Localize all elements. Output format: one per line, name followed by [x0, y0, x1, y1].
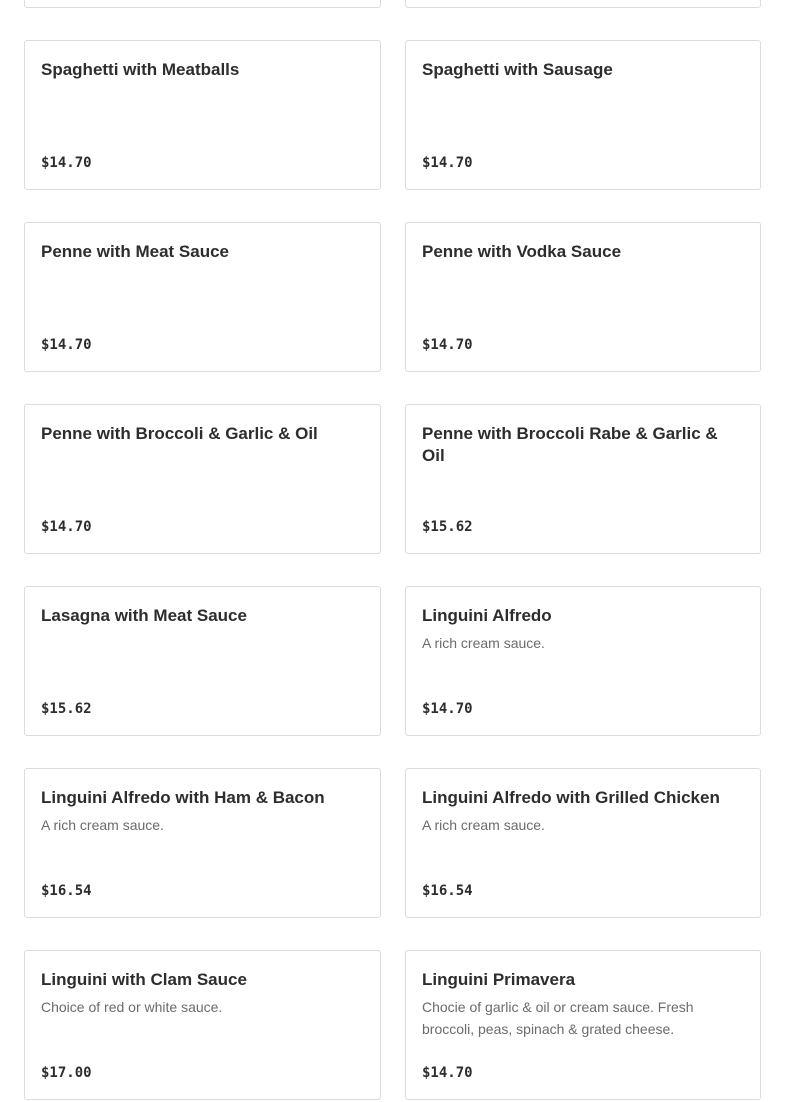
menu-item-description: A rich cream sauce.: [422, 817, 545, 833]
menu-item-card[interactable]: [405, 404, 761, 554]
menu-item-price: $14.70: [422, 1065, 473, 1081]
menu-item-card[interactable]: [24, 404, 381, 554]
menu-item-price: $16.54: [422, 883, 473, 899]
menu-item-price: $14.70: [422, 337, 473, 353]
menu-item-name: Penne with Broccoli & Garlic & Oil: [41, 424, 318, 443]
menu-item-price: $14.70: [41, 155, 92, 171]
menu-item-price: $14.70: [41, 337, 92, 353]
menu-item-card[interactable]: [405, 586, 761, 736]
menu-item-name: Penne with Broccoli Rabe & Garlic & Oil: [422, 424, 718, 465]
menu-item-name: Linguini Primavera: [422, 970, 576, 989]
menu-item-card[interactable]: [405, 768, 761, 918]
menu-item-name: Linguini Alfredo with Grilled Chicken: [422, 788, 720, 807]
menu-item-name: Linguini Alfredo: [422, 606, 552, 625]
menu-item-description: Chocie of garlic & oil or cream sauce. Fresh broccoli, peas, spinach & grated cheese.: [422, 999, 694, 1037]
menu-item-price: $15.62: [422, 519, 473, 535]
menu-item-card[interactable]: [405, 0, 761, 8]
menu-item-description: Choice of red or white sauce.: [41, 999, 223, 1015]
menu-item-name: Penne with Vodka Sauce: [422, 242, 622, 261]
menu-item-price: $16.54: [41, 883, 92, 899]
menu-item-card[interactable]: [24, 950, 381, 1100]
menu-item-card[interactable]: [24, 768, 381, 918]
menu-item-card[interactable]: [405, 222, 761, 372]
menu-item-card[interactable]: [24, 586, 381, 736]
menu-items-grid: [24, 0, 761, 1100]
menu-item-name: Spaghetti with Meatballs: [41, 60, 240, 79]
menu-item-name: Penne with Meat Sauce: [41, 242, 229, 261]
menu-item-card[interactable]: [405, 40, 761, 190]
menu-item-card[interactable]: [24, 40, 381, 190]
menu-item-price: $14.70: [422, 701, 473, 717]
menu-item-price: $15.62: [41, 701, 92, 717]
menu-item-description: A rich cream sauce.: [422, 635, 545, 651]
menu-item-price: $14.70: [41, 519, 92, 535]
menu-item-name: Spaghetti with Sausage: [422, 60, 613, 79]
menu-item-name: Lasagna with Meat Sauce: [41, 606, 247, 625]
menu-item-description: A rich cream sauce.: [41, 817, 164, 833]
menu-item-name: Linguini Alfredo with Ham & Bacon: [41, 788, 325, 807]
menu-item-price: $14.70: [422, 155, 473, 171]
menu-item-card[interactable]: [405, 950, 761, 1100]
menu-item-price: $17.00: [41, 1065, 92, 1081]
menu-item-name: Linguini with Clam Sauce: [41, 970, 247, 989]
menu-item-card[interactable]: [24, 222, 381, 372]
menu-item-card[interactable]: [24, 0, 381, 8]
